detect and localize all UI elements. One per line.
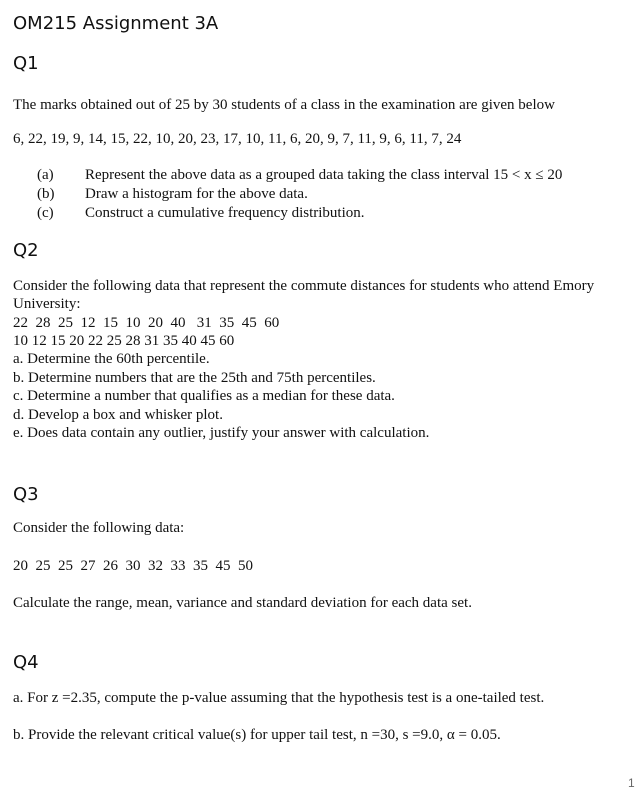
q1-item-text: Construct a cumulative frequency distribution. bbox=[85, 205, 365, 221]
q1-item-label: (b) bbox=[37, 186, 55, 202]
q3-data: 20 25 25 27 26 30 32 33 35 45 50 bbox=[13, 558, 253, 574]
page-number: 1 bbox=[628, 776, 635, 790]
q1-item-text: Represent the above data as a grouped data taking the class interval 15 < x ≤ 20 bbox=[85, 167, 563, 183]
q2-item-b: b. Determine numbers that are the 25th and 75th percentiles. bbox=[13, 370, 376, 386]
page-title: OM215 Assignment 3A bbox=[13, 13, 219, 34]
q2-intro-line2: University: bbox=[13, 296, 81, 312]
q1-item-label: (c) bbox=[37, 205, 54, 221]
q2-item-c: c. Determine a number that qualifies as a median for these data. bbox=[13, 388, 395, 404]
q2-item-d: d. Develop a box and whisker plot. bbox=[13, 407, 223, 423]
q4-heading: Q4 bbox=[13, 652, 39, 673]
q2-data-line2: 10 12 15 20 22 25 28 31 35 40 45 60 bbox=[13, 333, 235, 349]
q2-item-a: a. Determine the 60th percentile. bbox=[13, 351, 210, 367]
q2-heading: Q2 bbox=[13, 240, 39, 261]
q1-data: 6, 22, 19, 9, 14, 15, 22, 10, 20, 23, 17, 10, 11, 6, 20, 9, 7, 11, 9, 6, 11, 7, 24 bbox=[13, 131, 462, 147]
q1-item-label: (a) bbox=[37, 167, 54, 183]
q4-item-a: a. For z =2.35, compute the p-value assuming that the hypothesis test is a one-tailed test. bbox=[13, 690, 545, 706]
q1-intro: The marks obtained out of 25 by 30 students of a class in the examination are given below bbox=[13, 97, 555, 113]
q3-task: Calculate the range, mean, variance and standard deviation for each data set. bbox=[13, 595, 472, 611]
q2-data-line1: 22 28 25 12 15 10 20 40 31 35 45 60 bbox=[13, 315, 280, 331]
q2-item-e: e. Does data contain any outlier, justify your answer with calculation. bbox=[13, 425, 430, 441]
q3-heading: Q3 bbox=[13, 484, 39, 505]
q4-item-b: b. Provide the relevant critical value(s) for upper tail test, n =30, s =9.0, α = 0.05. bbox=[13, 727, 501, 743]
q1-heading: Q1 bbox=[13, 53, 39, 74]
q1-item-text: Draw a histogram for the above data. bbox=[85, 186, 308, 202]
q3-intro: Consider the following data: bbox=[13, 520, 185, 536]
q2-intro-line1: Consider the following data that represent the commute distances for students who attend Emory bbox=[13, 278, 595, 294]
